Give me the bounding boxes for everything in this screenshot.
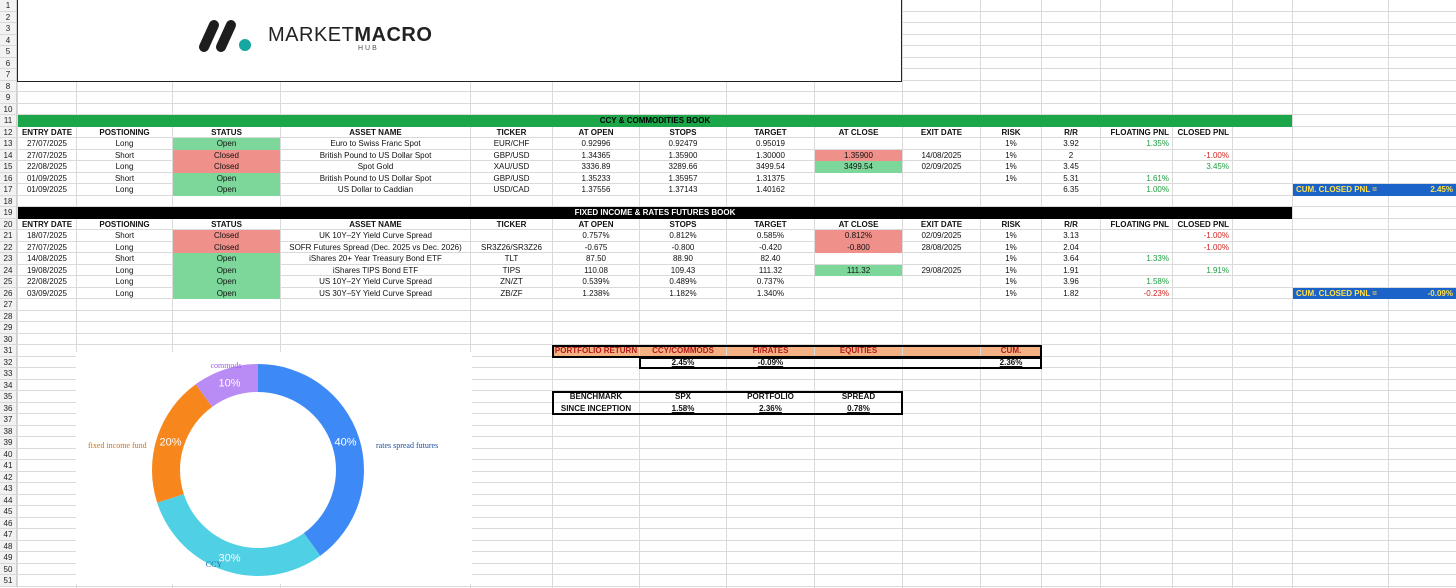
ccy_book-row-risk[interactable]: 1% [1005, 139, 1017, 148]
ccy-header-stops[interactable]: STOPS [669, 127, 697, 137]
row-number[interactable]: 31 [0, 345, 17, 357]
ccy_book-row-pos[interactable]: Long [115, 139, 134, 148]
portfolio-header-1[interactable]: CCY/COMMODS [640, 345, 726, 357]
ccy_book-row-rr[interactable]: 3.45 [1063, 162, 1079, 171]
row-number[interactable]: 47 [0, 529, 17, 541]
fi_book-row-target[interactable]: 0.585% [756, 231, 785, 240]
row-number[interactable]: 44 [0, 495, 17, 507]
fi_book-row-close[interactable]: 111.32 [815, 265, 902, 277]
benchmark-header-2[interactable]: PORTFOLIO [747, 392, 794, 401]
row-number[interactable]: 6 [0, 58, 17, 70]
fi_book-row-open[interactable]: 0.539% [582, 277, 610, 286]
fi-header-ticker[interactable]: TICKER [496, 219, 527, 229]
grid-line [17, 586, 1456, 587]
ccy-book-title: CCY & COMMODITIES BOOK [18, 115, 1292, 127]
fi_book-row-stops[interactable]: 1.182% [669, 288, 697, 298]
fi_book-row-rr[interactable]: 3.96 [1063, 277, 1079, 286]
ccy_book-row-open[interactable]: 1.34365 [581, 150, 611, 160]
row-number[interactable]: 3 [0, 23, 17, 35]
benchmark-value-3[interactable]: 0.78% [847, 403, 870, 413]
fi-header-float[interactable]: FLOATING PNL [1110, 219, 1169, 229]
ccy-header-pos[interactable]: POSTIONING [99, 127, 150, 137]
ccy_book-row-risk[interactable]: 1% [1005, 162, 1017, 171]
fi_book-row-risk[interactable]: 1% [1005, 288, 1017, 298]
fi-header-risk[interactable]: RISK [1001, 219, 1021, 229]
ccy_book-row-status[interactable]: Closed [173, 161, 280, 173]
fi_book-row-float[interactable] [1101, 230, 1172, 242]
portfolio-values-border [639, 357, 1042, 370]
ccy_book-row-close[interactable]: 3499.54 [815, 161, 902, 173]
fi_book-row-asset[interactable]: US 10Y–2Y Yield Curve Spread [319, 277, 432, 286]
donut-legend-label: CCY [205, 560, 223, 569]
benchmark-value-1[interactable]: 1.58% [671, 403, 695, 413]
fi_book-row-asset[interactable]: US 30Y–5Y Yield Curve Spread [319, 288, 432, 298]
fi_book-row-stops[interactable]: 109.43 [670, 265, 696, 275]
logo-banner [17, 0, 902, 82]
ccy_book-row-asset[interactable]: Spot Gold [357, 162, 394, 171]
row-number[interactable]: 19 [0, 207, 17, 219]
fi_book-row-asset[interactable]: iShares 20+ Year Treasury Bond ETF [309, 254, 442, 263]
benchmark-table-border [552, 391, 903, 415]
row-number[interactable]: 2 [0, 12, 17, 24]
brand-name [268, 24, 432, 47]
benchmark-value-0[interactable]: SINCE INCEPTION [560, 403, 632, 413]
grid-line [17, 321, 1456, 322]
fi_book-row-pos[interactable]: Long [115, 265, 134, 275]
row-number[interactable]: 24 [0, 265, 17, 277]
ccy-header-close[interactable]: AT CLOSE [838, 127, 879, 137]
row-number[interactable]: 17 [0, 184, 17, 196]
fi_book-row-exit[interactable] [903, 288, 980, 300]
donut-slice-percent: 10% [218, 377, 241, 390]
allocation-donut-chart [76, 352, 472, 584]
fi_book-row-open[interactable]: -0.675 [584, 242, 608, 252]
donut-legend-label: fixed income fund [88, 441, 147, 450]
ccy-header-status[interactable]: STATUS [211, 127, 242, 137]
ccy-header-rr[interactable]: R/R [1064, 127, 1078, 137]
fi-book-title: FIXED INCOME & RATES FUTURES BOOK [18, 207, 1292, 219]
fi_book-row-entry[interactable]: 14/08/2025 [26, 254, 68, 263]
ccy_book-row-float[interactable]: 1.61% [1146, 173, 1169, 183]
fi_book-row-exit[interactable]: 29/08/2025 [921, 265, 962, 275]
row-number[interactable]: 8 [0, 81, 17, 93]
row-number[interactable]: 48 [0, 541, 17, 553]
ccy_book-row-pos[interactable]: Long [115, 185, 134, 194]
brand-name-light: MARKET [268, 24, 355, 46]
ccy_book-row-open[interactable]: 0.92996 [581, 139, 611, 148]
fi_book-row-target[interactable]: 111.32 [758, 265, 783, 275]
fi_book-row-open[interactable]: 1.238% [582, 288, 610, 298]
fi_book-row-close[interactable]: 0.812% [815, 230, 902, 242]
ccy_book-row-target[interactable]: 0.95019 [756, 139, 785, 148]
fi_book-row-target[interactable]: 82.40 [760, 254, 781, 263]
ccy_book-row-target[interactable]: 1.40162 [756, 185, 785, 194]
fi_book-row-open[interactable]: 87.50 [585, 254, 607, 263]
ccy_book-row-asset[interactable]: US Dollar to Caddian [337, 185, 414, 194]
fi_book-row-ticker[interactable]: SR3Z26/SR3Z26 [481, 242, 542, 252]
ccy_book-row-ticker[interactable]: USD/CAD [493, 185, 530, 194]
row-number[interactable]: 38 [0, 426, 17, 438]
row-number[interactable]: 5 [0, 46, 17, 58]
donut-legend-label: rates spread futures [376, 441, 439, 450]
fi_book-row-exit[interactable] [903, 276, 980, 288]
fi_book-row-closed[interactable]: -1.00% [1203, 231, 1229, 240]
ccy_book-row-pos[interactable]: Short [114, 150, 135, 160]
ccy_book-row-entry[interactable]: 27/07/2025 [26, 150, 68, 160]
row-number[interactable]: 40 [0, 449, 17, 461]
portfolio-value-0[interactable] [553, 357, 639, 369]
row-number[interactable]: 32 [0, 357, 17, 369]
portfolio-value-5[interactable]: 2.36% [999, 357, 1023, 367]
row-number[interactable]: 39 [0, 437, 17, 449]
fi-header-pos[interactable]: POSTIONING [99, 219, 150, 229]
portfolio-value-1[interactable]: 2.45% [671, 357, 695, 367]
fi_book-row-ticker[interactable]: TLT [504, 254, 519, 263]
ccy_book-row-stops[interactable]: 1.35957 [668, 173, 698, 183]
ccy_book-row-open[interactable]: 1.35233 [581, 173, 611, 183]
fi-cum-closed-value: -0.09% [1427, 288, 1453, 298]
ccy_book-row-exit[interactable] [903, 173, 980, 185]
fi_book-row-open[interactable]: 110.08 [584, 265, 608, 275]
row-number[interactable]: 43 [0, 483, 17, 495]
fi_book-row-stops[interactable]: 0.812% [669, 231, 697, 240]
ccy_book-row-entry[interactable]: 01/09/2025 [26, 173, 68, 183]
fi_book-row-closed[interactable]: -1.00% [1203, 242, 1229, 252]
fi_book-row-ticker[interactable]: ZB/ZF [500, 288, 523, 298]
ccy_book-row-close[interactable] [815, 173, 902, 185]
fi_book-row-pos[interactable]: Short [114, 231, 135, 240]
portfolio-header-3[interactable]: EQUITIES [815, 345, 902, 357]
row-number[interactable]: 11 [0, 115, 17, 127]
ccy_book-row-closed[interactable] [1173, 173, 1232, 185]
row-number[interactable]: 13 [0, 138, 17, 150]
ccy_book-row-ticker[interactable]: GBP/USD [493, 150, 530, 160]
donut-slice-percent: 20% [159, 436, 182, 449]
ccy_book-row-status[interactable]: Closed [173, 150, 280, 162]
row-number[interactable]: 23 [0, 253, 17, 265]
fi_book-row-risk[interactable]: 1% [1005, 254, 1017, 263]
fi_book-row-close[interactable] [815, 253, 902, 265]
row-number[interactable]: 15 [0, 161, 17, 173]
fi_book-row-risk[interactable]: 1% [1005, 265, 1017, 275]
ccy_book-row-target[interactable]: 3499.54 [756, 162, 785, 171]
fi-header-exit[interactable]: EXIT DATE [920, 219, 963, 229]
fi-header-rr[interactable]: R/R [1064, 219, 1078, 229]
row-number[interactable]: 27 [0, 299, 17, 311]
row-number[interactable]: 37 [0, 414, 17, 426]
brand-name-bold: MACRO [354, 24, 433, 46]
ccy_book-row-open[interactable]: 1.37556 [581, 185, 611, 194]
row-number[interactable]: 35 [0, 391, 17, 403]
ccy_book-row-rr[interactable]: 6.35 [1063, 185, 1079, 194]
ccy_book-row-exit[interactable]: 02/09/2025 [921, 162, 962, 171]
row-number[interactable]: 14 [0, 150, 17, 162]
fi_book-row-pos[interactable]: Long [115, 277, 134, 286]
row-number[interactable]: 51 [0, 575, 17, 587]
fi-header-entry[interactable]: ENTRY DATE [21, 219, 73, 229]
fi_book-row-float[interactable]: -0.23% [1143, 288, 1169, 298]
ccy_book-row-close[interactable] [815, 184, 902, 196]
fi_book-row-float[interactable] [1101, 242, 1172, 254]
fi_book-row-rr[interactable]: 3.64 [1063, 254, 1079, 263]
ccy-cum-closed-value: 2.45% [1430, 185, 1453, 194]
ccy_book-row-closed[interactable] [1173, 138, 1232, 150]
fi_book-row-entry[interactable]: 19/08/2025 [26, 265, 68, 275]
fi_book-row-exit[interactable]: 28/08/2025 [921, 242, 962, 252]
ccy_book-row-float[interactable]: 1.35% [1146, 139, 1169, 148]
grid-line [17, 103, 1456, 104]
ccy_book-row-status[interactable]: Open [173, 173, 280, 185]
ccy_book-row-status[interactable]: Open [173, 184, 280, 196]
grid-line [17, 310, 1456, 311]
fi_book-row-closed[interactable]: 1.91% [1206, 265, 1229, 275]
ccy_book-row-ticker[interactable]: EUR/CHF [493, 139, 530, 148]
row-number[interactable]: 49 [0, 552, 17, 564]
fi_book-row-risk[interactable]: 1% [1005, 231, 1017, 240]
donut-legend-label: commods [210, 361, 242, 370]
row-number[interactable]: 25 [0, 276, 17, 288]
ccy-header-target[interactable]: TARGET [754, 127, 787, 137]
ccy_book-row-rr[interactable]: 5.31 [1063, 173, 1079, 183]
ccy_book-row-risk[interactable]: 1% [1005, 173, 1017, 183]
fi_book-row-asset[interactable]: SOFR Futures Spread (Dec. 2025 vs Dec. 2026) [289, 242, 462, 252]
ccy_book-row-ticker[interactable]: GBP/USD [493, 173, 530, 183]
ccy-header-risk[interactable]: RISK [1001, 127, 1021, 137]
fi_book-row-ticker[interactable] [471, 230, 552, 242]
fi_book-row-open[interactable]: 0.757% [582, 231, 610, 240]
ccy_book-row-target[interactable]: 1.31375 [756, 173, 785, 183]
fi_book-row-status[interactable]: Open [173, 253, 280, 265]
fi_book-row-exit[interactable]: 02/09/2025 [921, 231, 962, 240]
fi_book-row-rr[interactable]: 2.04 [1063, 242, 1079, 252]
fi_book-row-entry[interactable]: 22/08/2025 [26, 277, 68, 286]
benchmark-header-0[interactable]: BENCHMARK [569, 392, 623, 401]
fi_book-row-closed[interactable] [1173, 253, 1232, 265]
ccy_book-row-entry[interactable]: 27/07/2025 [26, 139, 68, 148]
brand-sub: HUB [358, 45, 379, 52]
row-number[interactable]: 50 [0, 564, 17, 576]
ccy_book-row-asset[interactable]: British Pound to US Dollar Spot [319, 173, 432, 183]
fi_book-row-status[interactable]: Open [173, 265, 280, 277]
ccy_book-row-float[interactable] [1101, 161, 1172, 173]
benchmark-value-2[interactable]: 2.36% [759, 403, 782, 413]
fi_book-row-close[interactable] [815, 276, 902, 288]
row-number[interactable]: 21 [0, 230, 17, 242]
fi_book-row-entry[interactable]: 03/09/2025 [26, 288, 68, 298]
ccy_book-row-pos[interactable]: Long [115, 162, 134, 171]
ccy_book-row-target[interactable]: 1.30000 [756, 150, 785, 160]
fi_book-row-asset[interactable]: UK 10Y–2Y Yield Curve Spread [319, 231, 432, 240]
ccy_book-row-closed[interactable]: -1.00% [1203, 150, 1229, 160]
fi_book-row-risk[interactable]: 1% [1005, 242, 1017, 252]
fi-header-open[interactable]: AT OPEN [578, 219, 614, 229]
row-number[interactable]: 12 [0, 127, 17, 139]
fi_book-row-ticker[interactable]: TIPS [502, 265, 521, 275]
donut-slice-percent: 30% [218, 552, 241, 565]
fi_book-row-rr[interactable]: 1.91 [1063, 265, 1079, 275]
ccy-header-exit[interactable]: EXIT DATE [920, 127, 963, 137]
ccy-header-entry[interactable]: ENTRY DATE [21, 127, 73, 137]
ccy_book-row-rr[interactable]: 3.92 [1063, 139, 1079, 148]
fi_book-row-close[interactable] [815, 288, 902, 300]
fi_book-row-entry[interactable]: 18/07/2025 [26, 231, 68, 240]
fi_book-row-target[interactable]: -0.420 [759, 242, 782, 252]
fi-header-stops[interactable]: STOPS [669, 219, 697, 229]
donut-slice-rates-spread-futures [258, 364, 364, 556]
fi_book-row-pos[interactable]: Long [115, 242, 134, 252]
fi-header-close[interactable]: AT CLOSE [838, 219, 879, 229]
ccy_book-row-stops[interactable]: 1.37143 [668, 185, 698, 194]
ccy_book-row-risk[interactable]: 1% [1005, 150, 1017, 160]
fi_book-row-stops[interactable]: -0.800 [671, 242, 695, 252]
fi_book-row-stops[interactable]: 0.489% [669, 277, 697, 286]
ccy_book-row-open[interactable]: 3336.89 [581, 162, 611, 171]
ccy_book-row-exit[interactable] [903, 184, 980, 196]
row-number[interactable]: 41 [0, 460, 17, 472]
fi_book-row-status[interactable]: Open [173, 288, 280, 300]
row-number[interactable]: 1 [0, 0, 17, 12]
fi_book-row-float[interactable]: 1.33% [1146, 254, 1169, 263]
row-number[interactable]: 9 [0, 92, 17, 104]
fi_book-row-closed[interactable] [1173, 288, 1232, 300]
portfolio-value-2[interactable]: -0.09% [757, 357, 784, 367]
fi_book-row-exit[interactable] [903, 253, 980, 265]
fi_book-row-status[interactable]: Open [173, 276, 280, 288]
fi-cum-closed-label[interactable]: CUM. CLOSED PNL = [1293, 288, 1456, 300]
fi_book-row-float[interactable] [1101, 265, 1172, 277]
ccy-cum-closed-label[interactable]: CUM. CLOSED PNL = [1293, 184, 1456, 196]
ccy_book-row-stops[interactable]: 1.35900 [668, 150, 698, 160]
row-number[interactable]: 36 [0, 403, 17, 415]
fi_book-row-status[interactable]: Closed [173, 230, 280, 242]
ccy_book-row-float[interactable] [1101, 150, 1172, 162]
ccy_book-row-asset[interactable]: British Pound to US Dollar Spot [319, 150, 432, 160]
benchmark-header-3[interactable]: SPREAD [841, 392, 876, 401]
ccy_book-row-exit[interactable]: 14/08/2025 [921, 150, 962, 160]
ccy_book-row-entry[interactable]: 22/08/2025 [26, 162, 68, 171]
ccy_book-row-exit[interactable] [903, 138, 980, 150]
row-number[interactable]: 16 [0, 173, 17, 185]
ccy_book-row-rr[interactable]: 2 [1068, 150, 1074, 160]
ccy_book-row-stops[interactable]: 0.92479 [668, 139, 698, 148]
ccy_book-row-closed[interactable] [1173, 184, 1232, 196]
row-number[interactable]: 30 [0, 334, 17, 346]
fi-header-closed[interactable]: CLOSED PNL [1177, 219, 1229, 229]
ccy-header-asset[interactable]: ASSET NAME [349, 127, 402, 137]
fi-header-target[interactable]: TARGET [754, 219, 787, 229]
row-number[interactable]: 28 [0, 311, 17, 323]
ccy_book-row-ticker[interactable]: XAU/USD [493, 162, 530, 171]
row-number[interactable]: 46 [0, 518, 17, 530]
fi-header-status[interactable]: STATUS [211, 219, 242, 229]
row-number[interactable]: 22 [0, 242, 17, 254]
ccy_book-row-float[interactable]: 1.00% [1146, 185, 1169, 194]
fi_book-row-target[interactable]: 0.737% [756, 277, 785, 286]
ccy_book-row-close[interactable] [815, 138, 902, 150]
row-number[interactable]: 26 [0, 288, 17, 300]
fi_book-row-rr[interactable]: 1.82 [1063, 288, 1079, 298]
portfolio-header-0[interactable]: PORTFOLIO RETURN [554, 346, 638, 355]
fi_book-row-ticker[interactable]: ZN/ZT [500, 277, 523, 286]
fi_book-row-pos[interactable]: Long [115, 288, 134, 298]
benchmark-header-1[interactable]: SPX [674, 392, 691, 401]
fi_book-row-closed[interactable] [1173, 276, 1232, 288]
row-number[interactable]: 34 [0, 380, 17, 392]
ccy_book-row-stops[interactable]: 3289.66 [668, 162, 698, 171]
ccy-header-float[interactable]: FLOATING PNL [1110, 127, 1169, 137]
fi_book-row-float[interactable]: 1.58% [1146, 277, 1169, 286]
row-number[interactable]: 7 [0, 69, 17, 81]
ccy_book-row-asset[interactable]: Euro to Swiss Franc Spot [330, 139, 421, 148]
row-number[interactable]: 45 [0, 506, 17, 518]
row-number[interactable]: 29 [0, 322, 17, 334]
fi_book-row-pos[interactable]: Short [114, 254, 135, 263]
ccy_book-row-closed[interactable]: 3.45% [1206, 162, 1229, 171]
grid-line [17, 91, 1456, 92]
ccy_book-row-status[interactable]: Open [173, 138, 280, 150]
row-number[interactable]: 20 [0, 219, 17, 231]
row-number[interactable]: 18 [0, 196, 17, 208]
portfolio-header-2[interactable]: FI/RATES [727, 345, 814, 357]
fi_book-row-risk[interactable]: 1% [1005, 277, 1017, 286]
ccy-header-ticker[interactable]: TICKER [496, 127, 527, 137]
row-number[interactable]: 10 [0, 104, 17, 116]
ccy_book-row-pos[interactable]: Short [114, 173, 135, 183]
ccy_book-row-risk[interactable] [981, 184, 1041, 196]
fi_book-row-close[interactable]: -0.800 [815, 242, 902, 254]
row-number[interactable]: 42 [0, 472, 17, 484]
grid-line [1232, 0, 1233, 588]
portfolio-header-5[interactable]: CUM. [981, 345, 1041, 357]
donut-slice-percent: 40% [334, 436, 357, 449]
fi_book-row-entry[interactable]: 27/07/2025 [26, 242, 68, 252]
fi_book-row-stops[interactable]: 88.90 [672, 254, 694, 263]
fi-header-asset[interactable]: ASSET NAME [349, 219, 402, 229]
fi_book-row-status[interactable]: Closed [173, 242, 280, 254]
row-number[interactable]: 4 [0, 35, 17, 47]
ccy-header-closed[interactable]: CLOSED PNL [1177, 127, 1229, 137]
marketmacro-logo-icon [196, 17, 266, 57]
ccy-header-open[interactable]: AT OPEN [578, 127, 614, 137]
ccy_book-row-entry[interactable]: 01/09/2025 [26, 185, 68, 194]
fi_book-row-asset[interactable]: iShares TIPS Bond ETF [332, 265, 419, 275]
ccy_book-row-close[interactable]: 1.35900 [815, 150, 902, 162]
fi_book-row-target[interactable]: 1.340% [756, 288, 785, 298]
grid-line [17, 333, 1456, 334]
fi_book-row-rr[interactable]: 3.13 [1063, 231, 1079, 240]
row-number[interactable]: 33 [0, 368, 17, 380]
